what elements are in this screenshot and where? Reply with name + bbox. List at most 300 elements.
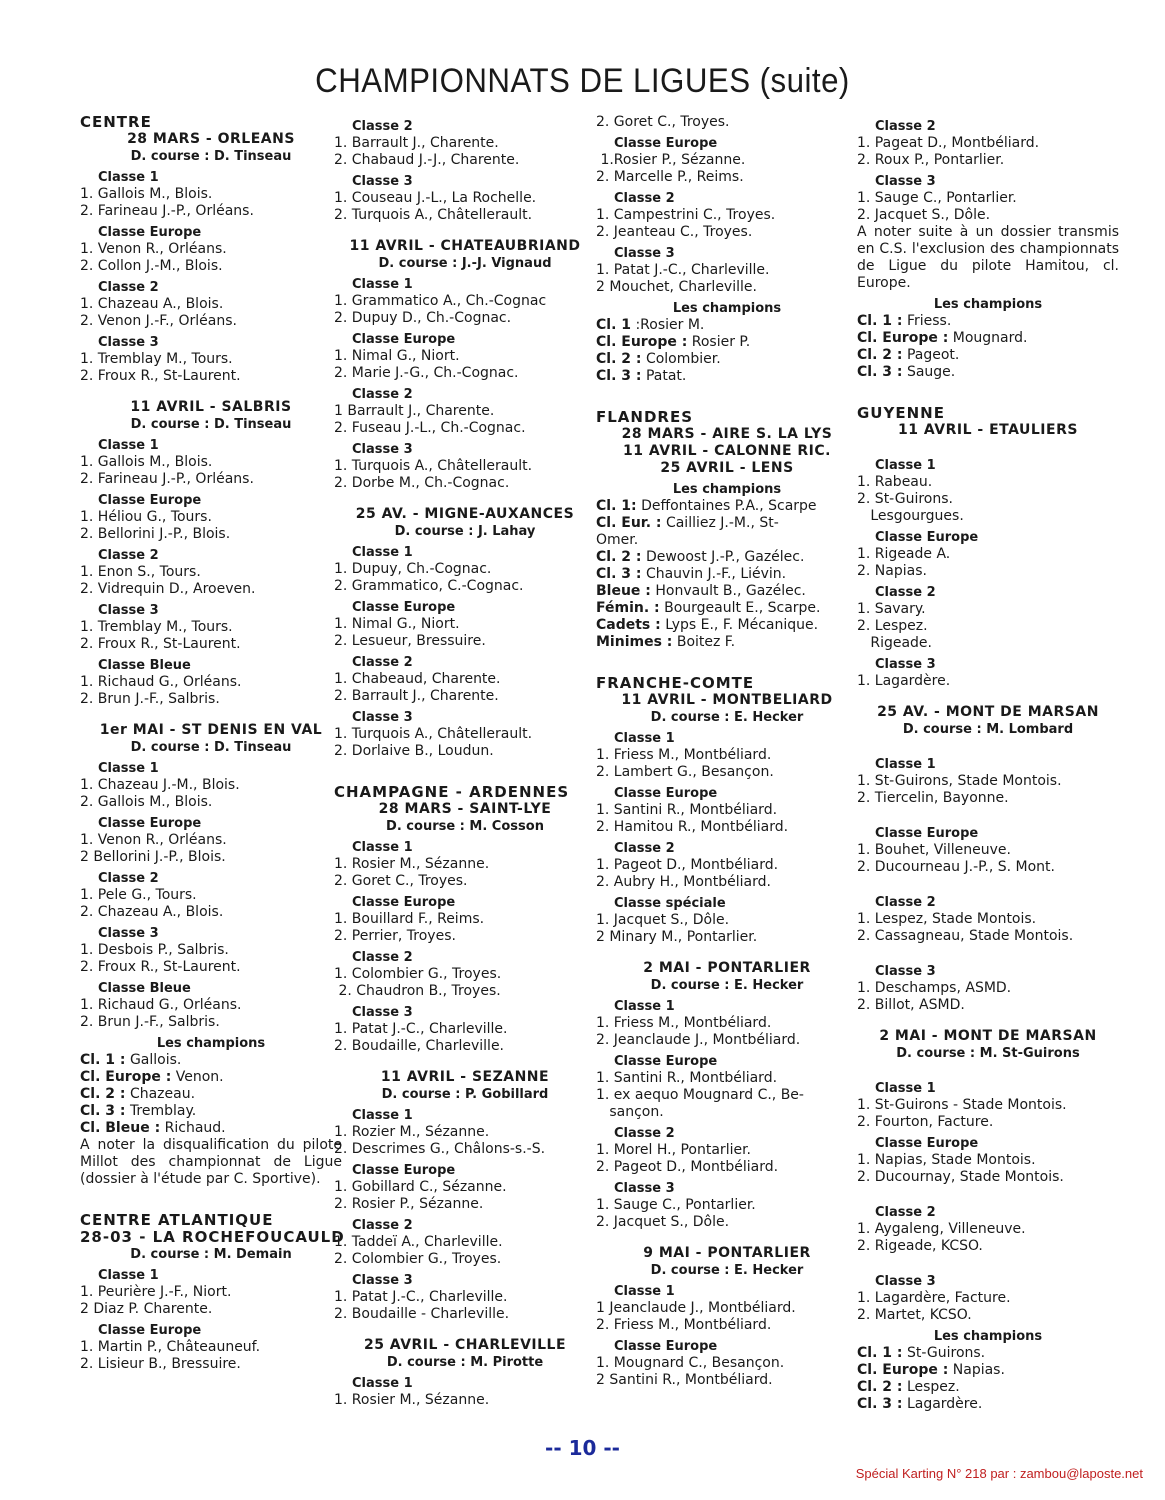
class-heading: Classe 2 [614, 1126, 675, 1141]
champion-line [596, 566, 858, 583]
champion-class: Cl. 3 : [80, 1103, 126, 1119]
champion-line [596, 498, 858, 515]
result-item: 1. Turquois A., Châtellerault. [334, 458, 533, 474]
result-item: 1. Gobillard C., Sézanne. [334, 1179, 507, 1195]
result-item: 2. Chaudron B., Troyes. [334, 983, 501, 999]
region-heading: CENTRE ATLANTIQUE [80, 1211, 274, 1229]
class-heading: Classe 2 [614, 841, 675, 856]
champion-line [596, 634, 858, 651]
result-item: Lesgourgues. [857, 508, 964, 524]
result-item: 1. Rozier M., Sézanne. [334, 1124, 490, 1140]
result-item: 2. Perrier, Troyes. [334, 928, 456, 944]
champion-name: Chauvin J.-F., Liévin. [645, 566, 787, 582]
class-heading: Classe 2 [352, 950, 413, 965]
result-item: 2. Gallois M., Blois. [80, 794, 213, 810]
result-item: 1. Campestrini C., Troyes. [596, 207, 776, 223]
champion-name: Richaud. [164, 1120, 226, 1136]
result-item: 2. Froux R., St-Laurent. [80, 959, 241, 975]
spacer [80, 385, 342, 399]
region-heading: CHAMPAGNE - ARDENNES [334, 783, 570, 801]
champion-line [857, 347, 1119, 364]
result-item: 2. Boudaille - Charleville. [334, 1306, 510, 1322]
result-item: Omer. [596, 532, 639, 548]
result-item: 2. Froux R., St-Laurent. [80, 636, 241, 652]
spacer [334, 1323, 596, 1337]
class-heading: Classe Europe [875, 530, 979, 545]
result-item: 1. Héliou G., Tours. [80, 509, 212, 525]
result-item: 2. Marie J.-G., Ch.-Cognac. [334, 365, 519, 381]
class-heading: Classe 2 [352, 119, 413, 134]
class-heading: Classe 1 [98, 1268, 159, 1283]
result-item: 2. Rigeade, KCSO. [857, 1238, 983, 1254]
class-heading: Classe 2 [98, 280, 159, 295]
champions-heading: Les champions [672, 301, 782, 316]
result-item: 1.Rosier P., Sézanne. [596, 152, 746, 168]
class-heading: Classe 2 [352, 655, 413, 670]
spacer [334, 492, 596, 506]
result-item: 2. Rosier P., Sézanne. [334, 1196, 484, 1212]
result-item: 2. Farineau J.-P., Orléans. [80, 203, 254, 219]
note-text: A noter suite à un dossier transmis en C.S. l'exclusion des championnats de Ligue du pilote Hamitou, cl. Europe. [857, 224, 1119, 291]
class-heading: Classe spéciale [614, 896, 726, 911]
champion-line [857, 1396, 1119, 1413]
class-heading: Classe Europe [614, 136, 718, 151]
result-item: 2. Cassagneau, Stade Montois. [857, 928, 1074, 944]
spacer [857, 381, 1119, 395]
champion-line [596, 600, 858, 617]
result-item: 1. Pageot D., Montbéliard. [596, 857, 779, 873]
result-item: 1. Turquois A., Châtellerault. [334, 726, 533, 742]
class-heading: Classe Europe [352, 895, 456, 910]
result-item: 2 Santini R., Montbéliard. [596, 1372, 773, 1388]
result-item: 1. Savary. [857, 601, 926, 617]
event-heading: 11 AVRIL - MONTBELIARD [621, 692, 833, 708]
result-item: 1. Richaud G., Orléans. [80, 997, 242, 1013]
class-heading: Classe 3 [98, 335, 159, 350]
result-item: 2. Jacquet S., Dôle. [857, 207, 991, 223]
result-item: 2. Jacquet S., Dôle. [596, 1214, 730, 1230]
result-item: 2. Chazeau A., Blois. [80, 904, 224, 920]
class-heading: Classe 3 [352, 1273, 413, 1288]
class-heading: Classe Europe [875, 826, 979, 841]
champions-heading: Les champions [156, 1036, 266, 1051]
result-item: 2 Minary M., Pontarlier. [596, 929, 758, 945]
event-heading: 11 AVRIL - CHATEAUBRIAND [349, 238, 581, 254]
spacer [334, 760, 596, 774]
result-item: 2. Colombier G., Troyes. [334, 1251, 502, 1267]
result-item: 1. Tremblay M., Tours. [80, 351, 233, 367]
result-item: 2 Diaz P. Charente. [80, 1301, 213, 1317]
result-item: 1. Morel H., Pontarlier. [596, 1142, 752, 1158]
event-heading: 28 MARS - SAINT-LYE [378, 801, 552, 817]
champion-name: Dewoost J.-P., Gazélec. [645, 549, 805, 565]
class-heading: Classe Europe [98, 1323, 202, 1338]
champion-class: Cl. Europe : [596, 334, 688, 350]
champion-class: Cl. 1 : [857, 1345, 903, 1361]
champion-name: Tremblay. [129, 1103, 197, 1119]
event-heading: 25 AVRIL - LENS [660, 460, 794, 476]
class-heading: Classe Europe [875, 1136, 979, 1151]
result-item: 1. Friess M., Montbéliard. [596, 1015, 772, 1031]
champion-class: Cl. 1: [596, 498, 637, 514]
result-item: 1. Sauge C., Pontarlier. [596, 1197, 756, 1213]
class-heading: Classe 3 [875, 174, 936, 189]
class-heading: Classe 2 [875, 585, 936, 600]
class-heading: Classe Europe [352, 1163, 456, 1178]
race-director: D. course : E. Hecker [650, 710, 804, 725]
champion-class: Minimes : [596, 634, 673, 650]
event-heading: 25 AV. - MIGNE-AUXANCES [355, 506, 575, 522]
champion-class: Cl. 1 : [857, 313, 903, 329]
column-3 [596, 114, 858, 1389]
result-item: 2. Venon J.-F., Orléans. [80, 313, 237, 329]
result-item: 2. Billot, ASMD. [857, 997, 965, 1013]
result-item: 1. St-Guirons, Stade Montois. [857, 773, 1062, 789]
column-4 [857, 114, 1119, 1413]
race-director: D. course : E. Hecker [650, 978, 804, 993]
result-item: 1. Santini R., Montbéliard. [596, 1070, 778, 1086]
result-item: 1. Friess M., Montbéliard. [596, 747, 772, 763]
champion-class: Cl. 2 : [596, 549, 642, 565]
class-heading: Classe 2 [352, 387, 413, 402]
result-item: 1. Rigeade A. [857, 546, 951, 562]
champion-line [857, 1345, 1119, 1362]
result-item: 1. Venon R., Orléans. [80, 241, 227, 257]
result-item: 2. Lespez. [857, 618, 928, 634]
event-heading: 1er MAI - ST DENIS EN VAL [99, 722, 323, 738]
class-heading: Classe Europe [98, 493, 202, 508]
event-heading: 28-03 - LA ROCHEFOUCAULD [80, 1228, 345, 1246]
result-item: 1. Chazeau J.-M., Blois. [80, 777, 240, 793]
spacer [596, 946, 858, 960]
class-heading: Classe 1 [875, 1081, 936, 1096]
region-heading: CENTRE [80, 113, 152, 131]
champions-heading: Les champions [933, 297, 1043, 312]
result-item: Rigeade. [857, 635, 932, 651]
event-heading: 11 AVRIL - ETAULIERS [898, 422, 1078, 438]
spacer [857, 439, 1119, 453]
result-item: 1. Sauge C., Pontarlier. [857, 190, 1017, 206]
champion-class: Cl. 1 [596, 317, 632, 333]
champion-name: Mougnard. [952, 330, 1028, 346]
result-item: 1. Bouillard F., Reims. [334, 911, 485, 927]
result-item: 1. Gallois M., Blois. [80, 454, 213, 470]
class-heading: Classe 2 [352, 1218, 413, 1233]
champion-line [80, 1120, 342, 1137]
result-item: 2. Dorbe M., Ch.-Cognac. [334, 475, 510, 491]
class-heading: Classe 1 [875, 458, 936, 473]
champion-name: Chazeau. [129, 1086, 196, 1102]
race-director: D. course : D. Tinseau [130, 740, 292, 755]
spacer [857, 1186, 1119, 1200]
region-heading: GUYENNE [857, 404, 945, 422]
result-item: 1. Couseau J.-L., La Rochelle. [334, 190, 537, 206]
result-item: 1. Patat J.-C., Charleville. [334, 1021, 508, 1037]
result-item: 2 Mouchet, Charleville. [596, 279, 757, 295]
race-director: D. course : J.-J. Vignaud [378, 256, 552, 271]
class-heading: Classe 3 [352, 174, 413, 189]
race-director: D. course : M. Pirotte [386, 1355, 544, 1370]
champion-name: :Rosier M. [635, 317, 705, 333]
result-item: 2. Lesueur, Bressuire. [334, 633, 486, 649]
class-heading: Classe 3 [352, 710, 413, 725]
champion-line [857, 330, 1119, 347]
class-heading: Classe 3 [98, 603, 159, 618]
race-director: D. course : J. Lahay [394, 524, 536, 539]
result-item: 1. Rosier M., Sézanne. [334, 1392, 490, 1408]
champion-name: Cailliez J.-M., St- [665, 515, 779, 531]
column-1 [80, 113, 345, 1373]
champion-line [596, 583, 858, 600]
spacer [80, 1188, 342, 1202]
result-item: 2. Jeanteau C., Troyes. [596, 224, 753, 240]
event-heading: 28 MARS - AIRE S. LA LYS [621, 426, 833, 442]
class-heading: Classe 1 [614, 1284, 675, 1299]
spacer [334, 224, 596, 238]
class-heading: Classe 3 [614, 1181, 675, 1196]
result-item: 1. Patat J.-C., Charleville. [596, 262, 770, 278]
race-director: D. course : M. Cosson [386, 819, 544, 834]
result-item: 2. Turquois A., Châtellerault. [334, 207, 533, 223]
race-director: D. course : M. St-Guirons [896, 1046, 1080, 1061]
champion-class: Cl. 3 : [596, 368, 642, 384]
class-heading: Classe Europe [352, 600, 456, 615]
spacer [857, 738, 1119, 752]
event-heading: 11 AVRIL - CALONNE RIC. [623, 443, 831, 459]
event-heading: 11 AVRIL - SEZANNE [380, 1069, 550, 1085]
race-director: D. course : E. Hecker [650, 1263, 804, 1278]
result-item: 1 Jeanclaude J., Montbéliard. [596, 1300, 796, 1316]
champion-name: St-Guirons. [906, 1345, 986, 1361]
result-item: 2. Grammatico, C.-Cognac. [334, 578, 524, 594]
result-item: 2. Goret C., Troyes. [596, 114, 730, 130]
champion-name: Patat. [645, 368, 687, 384]
champion-name: Colombier. [645, 351, 721, 367]
class-heading: Classe Bleue [98, 981, 191, 996]
champion-class: Cl. 2 : [80, 1086, 126, 1102]
class-heading: Classe 1 [98, 170, 159, 185]
result-item: 2. Ducourneau J.-P., S. Mont. [857, 859, 1055, 875]
champion-line [857, 1362, 1119, 1379]
champion-line [596, 515, 858, 532]
champion-class: Cl. Europe : [857, 1362, 949, 1378]
spacer [857, 1255, 1119, 1269]
result-item: 1. Jacquet S., Dôle. [596, 912, 730, 928]
class-heading: Classe 3 [352, 1005, 413, 1020]
class-heading: Classe 2 [98, 871, 159, 886]
spacer [334, 1055, 596, 1069]
class-heading: Classe 2 [875, 119, 936, 134]
champion-line [596, 549, 858, 566]
champion-line [80, 1052, 342, 1069]
result-item: 2. Napias. [857, 563, 927, 579]
champion-class: Cl. 3 : [857, 364, 903, 380]
result-item: 2 Bellorini J.-P., Blois. [80, 849, 226, 865]
class-heading: Classe 3 [875, 1274, 936, 1289]
champion-name: Deffontaines P.A., Scarpe [641, 498, 817, 514]
class-heading: Classe 1 [352, 545, 413, 560]
class-heading: Classe 1 [614, 731, 675, 746]
result-item: 1. St-Guirons - Stade Montois. [857, 1097, 1067, 1113]
result-item: 1. Desbois P., Salbris. [80, 942, 229, 958]
class-heading: Classe 1 [352, 1376, 413, 1391]
champion-class: Cl. Europe : [80, 1069, 172, 1085]
result-item: 1. Patat J.-C., Charleville. [334, 1289, 508, 1305]
spacer [596, 651, 858, 665]
result-item: 2. Collon J.-M., Blois. [80, 258, 223, 274]
result-item: 1. Rabeau. [857, 474, 933, 490]
result-item: 1. Lagardère. [857, 673, 951, 689]
result-item: 2. Boudaille, Charleville. [334, 1038, 505, 1054]
champion-class: Bleue : [596, 583, 651, 599]
result-item: sançon. [596, 1104, 664, 1120]
result-item: 1. Rosier M., Sézanne. [334, 856, 490, 872]
result-item: 2. Dorlaive B., Loudun. [334, 743, 494, 759]
class-heading: Classe Europe [614, 1054, 718, 1069]
result-item: 1. Dupuy, Ch.-Cognac. [334, 561, 492, 577]
class-heading: Classe Europe [614, 786, 718, 801]
result-item: 2. Marcelle P., Reims. [596, 169, 744, 185]
event-heading: 25 AVRIL - CHARLEVILLE [363, 1337, 567, 1353]
result-item: 1. Pele G., Tours. [80, 887, 197, 903]
result-item: 2. Fuseau J.-L., Ch.-Cognac. [334, 420, 526, 436]
result-item: 1. Richaud G., Orléans. [80, 674, 242, 690]
result-item: 1. Gallois M., Blois. [80, 186, 213, 202]
class-heading: Classe 1 [98, 761, 159, 776]
result-item: 2. Brun J.-F., Salbris. [80, 691, 220, 707]
class-heading: Classe Europe [98, 225, 202, 240]
champion-line [596, 368, 858, 385]
result-item: 2. Tiercelin, Bayonne. [857, 790, 1009, 806]
result-item: 1. Lagardère, Facture. [857, 1290, 1011, 1306]
result-item: 1 Barrault J., Charente. [334, 403, 495, 419]
result-item: 1. Chazeau A., Blois. [80, 296, 224, 312]
result-item: 2. Vidrequin D., Aroeven. [80, 581, 256, 597]
event-heading: 11 AVRIL - SALBRIS [130, 399, 292, 415]
class-heading: Classe 2 [875, 1205, 936, 1220]
result-item: 1. Pageat D., Montbéliard. [857, 135, 1040, 151]
page-number: -- 10 -- [545, 1436, 620, 1460]
result-item: 2. Hamitou R., Montbéliard. [596, 819, 789, 835]
result-item: 1. Nimal G., Niort. [334, 348, 460, 364]
spacer [596, 1231, 858, 1245]
champion-name: Friess. [906, 313, 952, 329]
result-item: 2. Friess M., Montbéliard. [596, 1317, 772, 1333]
race-director: D. course : D. Tinseau [130, 417, 292, 432]
result-item: 1. ex aequo Mougnard C., Be- [596, 1087, 804, 1103]
champion-line [596, 351, 858, 368]
result-item: 1. Tremblay M., Tours. [80, 619, 233, 635]
result-item: 2. Jeanclaude J., Montbéliard. [596, 1032, 801, 1048]
event-heading: 2 MAI - MONT DE MARSAN [879, 1028, 1097, 1044]
champion-line [596, 617, 858, 634]
champion-name: Sauge. [906, 364, 956, 380]
class-heading: Classe 3 [352, 442, 413, 457]
result-item: 2. Dupuy D., Ch.-Cognac. [334, 310, 512, 326]
result-item: 2. Chabaud J.-J., Charente. [334, 152, 520, 168]
champion-class: Cl. Europe : [857, 330, 949, 346]
class-heading: Classe 1 [352, 277, 413, 292]
spacer [857, 1062, 1119, 1076]
result-item: 2. St-Guirons. [857, 491, 953, 507]
result-item: 2. Bellorini J.-P., Blois. [80, 526, 231, 542]
class-heading: Classe 3 [614, 246, 675, 261]
spacer [857, 945, 1119, 959]
champion-name: Bourgeault E., Scarpe. [664, 600, 821, 616]
class-heading: Classe 2 [98, 548, 159, 563]
event-heading: 9 MAI - PONTARLIER [643, 1245, 811, 1261]
result-item: 1. Napias, Stade Montois. [857, 1152, 1036, 1168]
result-item: 1. Aygaleng, Villeneuve. [857, 1221, 1026, 1237]
event-heading: 25 AV. - MONT DE MARSAN [877, 704, 1099, 720]
champion-class: Cl. 2 : [857, 347, 903, 363]
result-item: 1. Peurière J.-F., Niort. [80, 1284, 232, 1300]
champion-name: Gallois. [129, 1052, 182, 1068]
event-heading: 28 MARS - ORLEANS [127, 131, 295, 147]
result-item: 1. Santini R., Montbéliard. [596, 802, 778, 818]
class-heading: Classe 2 [614, 191, 675, 206]
result-item: 2. Aubry H., Montbéliard. [596, 874, 771, 890]
region-heading: FRANCHE-COMTE [596, 674, 755, 692]
champion-name: Boitez F. [676, 634, 736, 650]
race-director: D. course : M. Lombard [902, 722, 1074, 737]
result-item: 2. Ducournay, Stade Montois. [857, 1169, 1064, 1185]
class-heading: Classe 1 [98, 438, 159, 453]
result-item: 2. Farineau J.-P., Orléans. [80, 471, 254, 487]
result-item: 2. Barrault J., Charente. [334, 688, 499, 704]
champion-name: Rosier P. [691, 334, 751, 350]
result-item: 2. Lisieur B., Bressuire. [80, 1356, 241, 1372]
result-item: 2. Fourton, Facture. [857, 1114, 994, 1130]
result-item: 1. Venon R., Orléans. [80, 832, 227, 848]
champion-line [80, 1086, 342, 1103]
race-director: D. course : M. Demain [130, 1247, 292, 1262]
result-item: 1. Barrault J., Charente. [334, 135, 499, 151]
champion-class: Cadets : [596, 617, 661, 633]
champion-name: Honvault B., Gazélec. [655, 583, 806, 599]
class-heading: Classe 1 [875, 757, 936, 772]
result-item: 2. Froux R., St-Laurent. [80, 368, 241, 384]
page-title: CHAMPIONNATS DE LIGUES (suite) [315, 62, 850, 100]
champion-line [80, 1103, 342, 1120]
class-heading: Classe 1 [352, 840, 413, 855]
spacer [596, 385, 858, 399]
result-item: 1. Lespez, Stade Montois. [857, 911, 1037, 927]
champions-heading: Les champions [933, 1329, 1043, 1344]
champion-class: Cl. Bleue : [80, 1120, 161, 1136]
champion-line [857, 1379, 1119, 1396]
champion-class: Cl. 3 : [857, 1396, 903, 1412]
champion-line [857, 313, 1119, 330]
class-heading: Classe Bleue [98, 658, 191, 673]
column-2 [334, 114, 596, 1409]
result-item: 2. Pageot D., Montbéliard. [596, 1159, 779, 1175]
result-item: 2. Martet, KCSO. [857, 1307, 972, 1323]
result-item: 1. Deschamps, ASMD. [857, 980, 1012, 996]
footer-credit: Spécial Karting N° 218 par : zambou@laposte.net [855, 1466, 1143, 1481]
class-heading: Classe 3 [98, 926, 159, 941]
champion-name: Pageot. [906, 347, 960, 363]
result-item: 1. Grammatico A., Ch.-Cognac [334, 293, 547, 309]
champion-class: Cl. 3 : [596, 566, 642, 582]
champion-line [857, 364, 1119, 381]
result-item: 1. Enon S., Tours. [80, 564, 201, 580]
spacer [857, 876, 1119, 890]
champion-class: Cl. 1 : [80, 1052, 126, 1068]
result-item: 1. Bouhet, Villeneuve. [857, 842, 1011, 858]
note-text: A noter la disqualification du pilote Millot des championnat de Ligue (dossier à l'étude par C. Sportive). [80, 1137, 342, 1187]
region-heading: FLANDRES [596, 408, 694, 426]
